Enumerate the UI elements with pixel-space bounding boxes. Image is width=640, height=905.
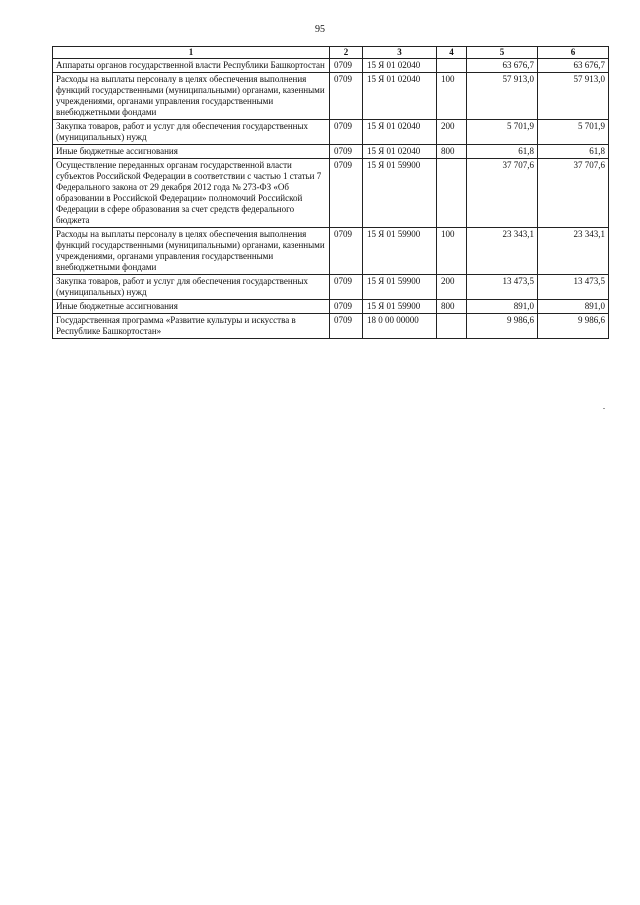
row-section-code: 0709 — [330, 120, 363, 145]
row-amount-5: 5 701,9 — [467, 120, 538, 145]
row-amount-5: 57 913,0 — [467, 73, 538, 120]
scan-speck — [603, 408, 605, 409]
table-row — [53, 159, 609, 228]
row-target-code: 15 Я 01 02040 — [363, 73, 437, 120]
row-amount-6: 57 913,0 — [538, 73, 609, 120]
row-amount-5: 37 707,6 — [467, 159, 538, 228]
row-expense-type — [437, 59, 467, 73]
row-target-code: 15 Я 01 59900 — [363, 300, 437, 314]
row-expense-type: 100 — [437, 228, 467, 275]
table-row — [53, 145, 609, 159]
row-name: Иные бюджетные ассигнования — [53, 300, 330, 314]
row-amount-6: 63 676,7 — [538, 59, 609, 73]
row-expense-type — [437, 314, 467, 339]
row-amount-6: 23 343,1 — [538, 228, 609, 275]
row-name: Расходы на выплаты персоналу в целях обеспечения выполнения функций государственными (муниципальными) органами, казенными учреждениями, органами управления государственными внебюджетными фондами — [53, 228, 330, 275]
table-row — [53, 275, 609, 300]
row-amount-6: 13 473,5 — [538, 275, 609, 300]
row-section-code: 0709 — [330, 159, 363, 228]
header-col-5: 5 — [467, 47, 538, 59]
row-section-code: 0709 — [330, 300, 363, 314]
table-row — [53, 314, 609, 339]
row-expense-type: 800 — [437, 145, 467, 159]
row-amount-6: 37 707,6 — [538, 159, 609, 228]
budget-table — [52, 46, 609, 339]
row-amount-6: 9 986,6 — [538, 314, 609, 339]
table-row — [53, 59, 609, 73]
row-target-code: 15 Я 01 59900 — [363, 275, 437, 300]
header-col-3: 3 — [363, 47, 437, 59]
row-amount-5: 23 343,1 — [467, 228, 538, 275]
row-section-code: 0709 — [330, 228, 363, 275]
header-col-6: 6 — [538, 47, 609, 59]
row-target-code: 15 Я 01 02040 — [363, 145, 437, 159]
row-target-code: 15 Я 01 02040 — [363, 120, 437, 145]
row-amount-5: 891,0 — [467, 300, 538, 314]
row-section-code: 0709 — [330, 145, 363, 159]
row-amount-5: 61,8 — [467, 145, 538, 159]
row-expense-type: 200 — [437, 275, 467, 300]
row-name: Иные бюджетные ассигнования — [53, 145, 330, 159]
row-amount-6: 5 701,9 — [538, 120, 609, 145]
row-section-code: 0709 — [330, 275, 363, 300]
row-section-code: 0709 — [330, 314, 363, 339]
table-row — [53, 73, 609, 120]
row-name: Осуществление переданных органам государственной власти субъектов Российской Федерации в соответствии с частью 1 статьи 7 Федерального закона от 29 декабря 2012 года № 273-ФЗ «Об образовании в Российской Федерации» полномочий Российской Федерации в сфере образования за счет средств федерального бюджета — [53, 159, 330, 228]
row-expense-type: 800 — [437, 300, 467, 314]
row-amount-6: 891,0 — [538, 300, 609, 314]
row-name: Аппараты органов государственной власти Республики Башкортостан — [53, 59, 330, 73]
table-header — [53, 47, 609, 59]
table-body — [53, 59, 609, 339]
page-number: 95 — [315, 24, 325, 35]
row-section-code: 0709 — [330, 73, 363, 120]
row-name: Закупка товаров, работ и услуг для обеспечения государственных (муниципальных) нужд — [53, 120, 330, 145]
header-col-1: 1 — [53, 47, 330, 59]
row-name: Расходы на выплаты персоналу в целях обеспечения выполнения функций государственными (муниципальными) органами, казенными учреждениями, органами управления государственными внебюджетными фондами — [53, 73, 330, 120]
row-expense-type — [437, 159, 467, 228]
row-name: Государственная программа «Развитие культуры и искусства в Республике Башкортостан» — [53, 314, 330, 339]
row-target-code: 15 Я 01 02040 — [363, 59, 437, 73]
table-row — [53, 228, 609, 275]
row-amount-5: 9 986,6 — [467, 314, 538, 339]
row-expense-type: 100 — [437, 73, 467, 120]
row-target-code: 15 Я 01 59900 — [363, 228, 437, 275]
row-amount-5: 13 473,5 — [467, 275, 538, 300]
header-col-4: 4 — [437, 47, 467, 59]
header-col-2: 2 — [330, 47, 363, 59]
row-expense-type: 200 — [437, 120, 467, 145]
row-target-code: 18 0 00 00000 — [363, 314, 437, 339]
row-amount-6: 61,8 — [538, 145, 609, 159]
row-name: Закупка товаров, работ и услуг для обеспечения государственных (муниципальных) нужд — [53, 275, 330, 300]
header-row — [53, 47, 609, 59]
table-row — [53, 300, 609, 314]
row-target-code: 15 Я 01 59900 — [363, 159, 437, 228]
row-amount-5: 63 676,7 — [467, 59, 538, 73]
table-row — [53, 120, 609, 145]
row-section-code: 0709 — [330, 59, 363, 73]
